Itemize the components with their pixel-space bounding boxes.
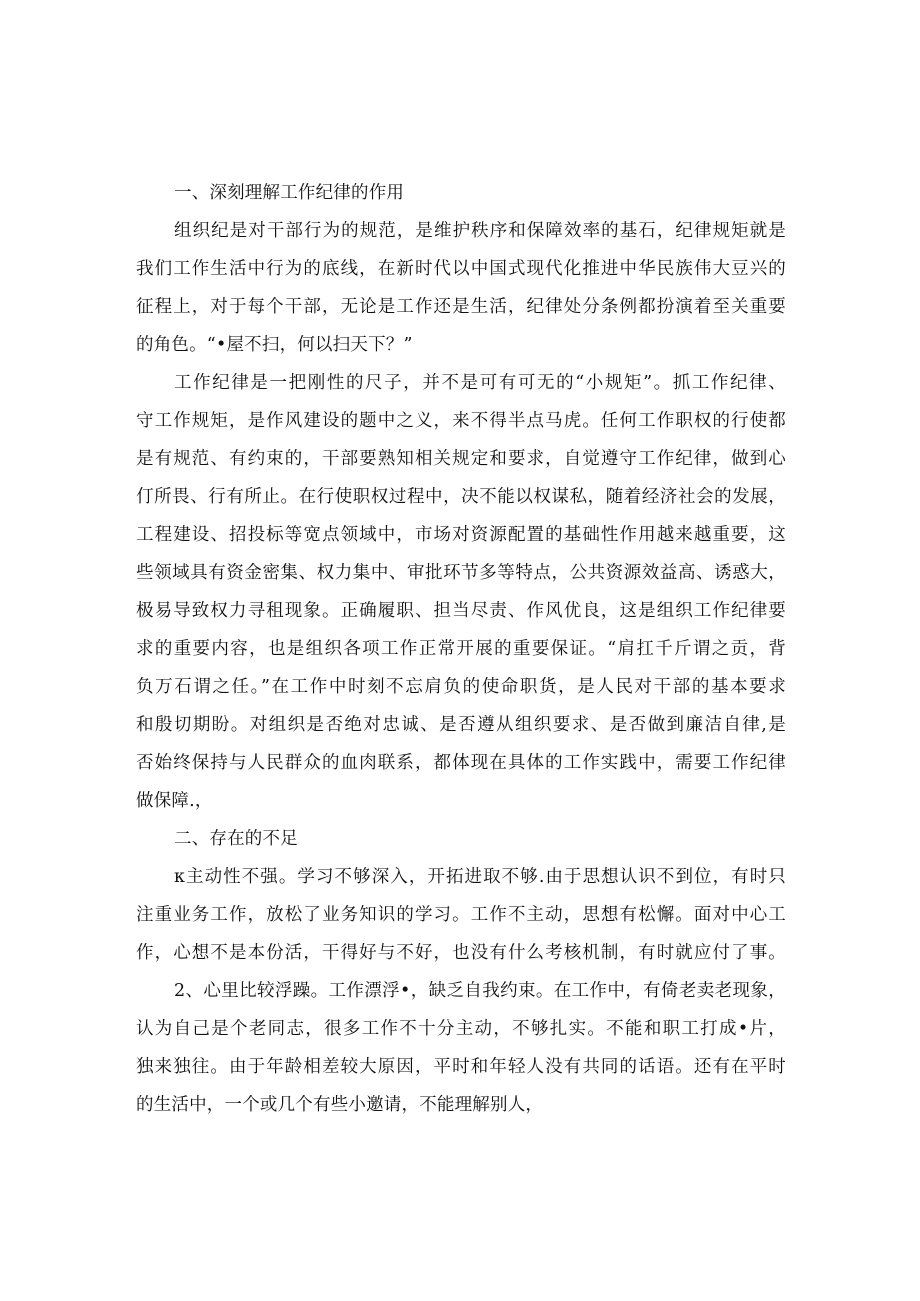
paragraph-2-line-6: 些领域具有资金密集、权力集中、审批环节多等特点，公共资源效益高、诱惑大， (136, 563, 786, 583)
section-heading-2: 二、存在的不足 (174, 829, 298, 849)
paragraph-3-line-1: κ主动性不强。学习不够深入，开拓进取不够.由于思想认识不到位，有时只 (174, 867, 786, 887)
paragraph-2-line-12: 做保障.， (136, 791, 213, 811)
paragraph-3-line-3: 作，心想不是本份活，干得好与不好，也没有什么考核机制，有时就应付了事。 (136, 943, 786, 963)
paragraph-1-line-1: 组织纪是对干部行为的规范，是维护秩序和保障效率的基石，纪律规矩就是 (174, 221, 786, 241)
paragraph-4-line-1: 2、心里比较浮躁。工作漂浮•，缺乏自我约束。在工作中，有倚老卖老现象， (174, 981, 786, 1001)
paragraph-2-line-8: 求的重要内容，也是组织各项工作正常开展的重要保证。“肩扛千斤谓之贡，背 (136, 639, 786, 659)
paragraph-4-line-2: 认为自己是个老同志，很多工作不十分主动，不够扎实。不能和职工打成•片， (136, 1019, 786, 1039)
paragraph-1-line-3: 征程上，对于每个干部，无论是工作还是生活，纪律处分条例都扮演着至关重要 (136, 297, 786, 317)
paragraph-2-line-10: 和殷切期盼。对组织是否绝对忠诚、是否遵从组织要求、是否做到廉洁自律,是 (136, 715, 786, 735)
paragraph-2-line-3: 是有规范、有约束的，干部要熟知相关规定和要求，自觉遵守工作纪律，做到心 (136, 449, 786, 469)
paragraph-4-line-3: 独来独往。由于年龄相差较大原因，平时和年轻人没有共同的话语。还有在平时 (136, 1057, 786, 1077)
paragraph-2-line-9: 负万石谓之任。”在工作中时刻不忘肩负的使命职货，是人民对干部的基本要求 (136, 677, 786, 697)
paragraph-2-line-4: 仃所畏、行有所止。在行使职权过程中，决不能以权谋私，随着经济社会的发展， (136, 487, 786, 507)
paragraph-1-line-4: 的角色。“•屋不扫，何以扫天下？” (136, 335, 413, 355)
paragraph-2-line-2: 守工作规矩，是作风建设的题中之义，来不得半点马虎。任何工作职权的行使都 (136, 411, 786, 431)
paragraph-4-line-4: 的生活中，一个或几个有些小邀请，不能理解别人， (136, 1095, 544, 1115)
paragraph-2-line-11: 否始终保持与人民群众的血肉联系，都体现在具体的工作实践中，需要工作纪律 (136, 753, 786, 773)
section-heading-1: 一、深刻理解工作纪律的作用 (174, 183, 405, 203)
paragraph-3-line-2: 注重业务工作，放松了业务知识的学习。工作不主动，思想有松懈。面对中心工 (136, 905, 786, 925)
paragraph-2-line-1: 工作纪律是一把刚性的尺子，并不是可有可无的“小规矩”。抓工作纪律、 (174, 373, 786, 393)
paragraph-1-line-2: 我们工作生活中行为的底线，在新时代以中国式现代化推进中华民族伟大豆兴的 (136, 259, 786, 279)
paragraph-2-line-5: 工程建设、招投标等宽点领域中，市场对资源配置的基础性作用越来越重要，这 (136, 525, 786, 545)
paragraph-2-line-7: 极易导致权力寻租现象。正确履职、担当尽责、作风优良，这是组织工作纪律要 (136, 601, 786, 621)
